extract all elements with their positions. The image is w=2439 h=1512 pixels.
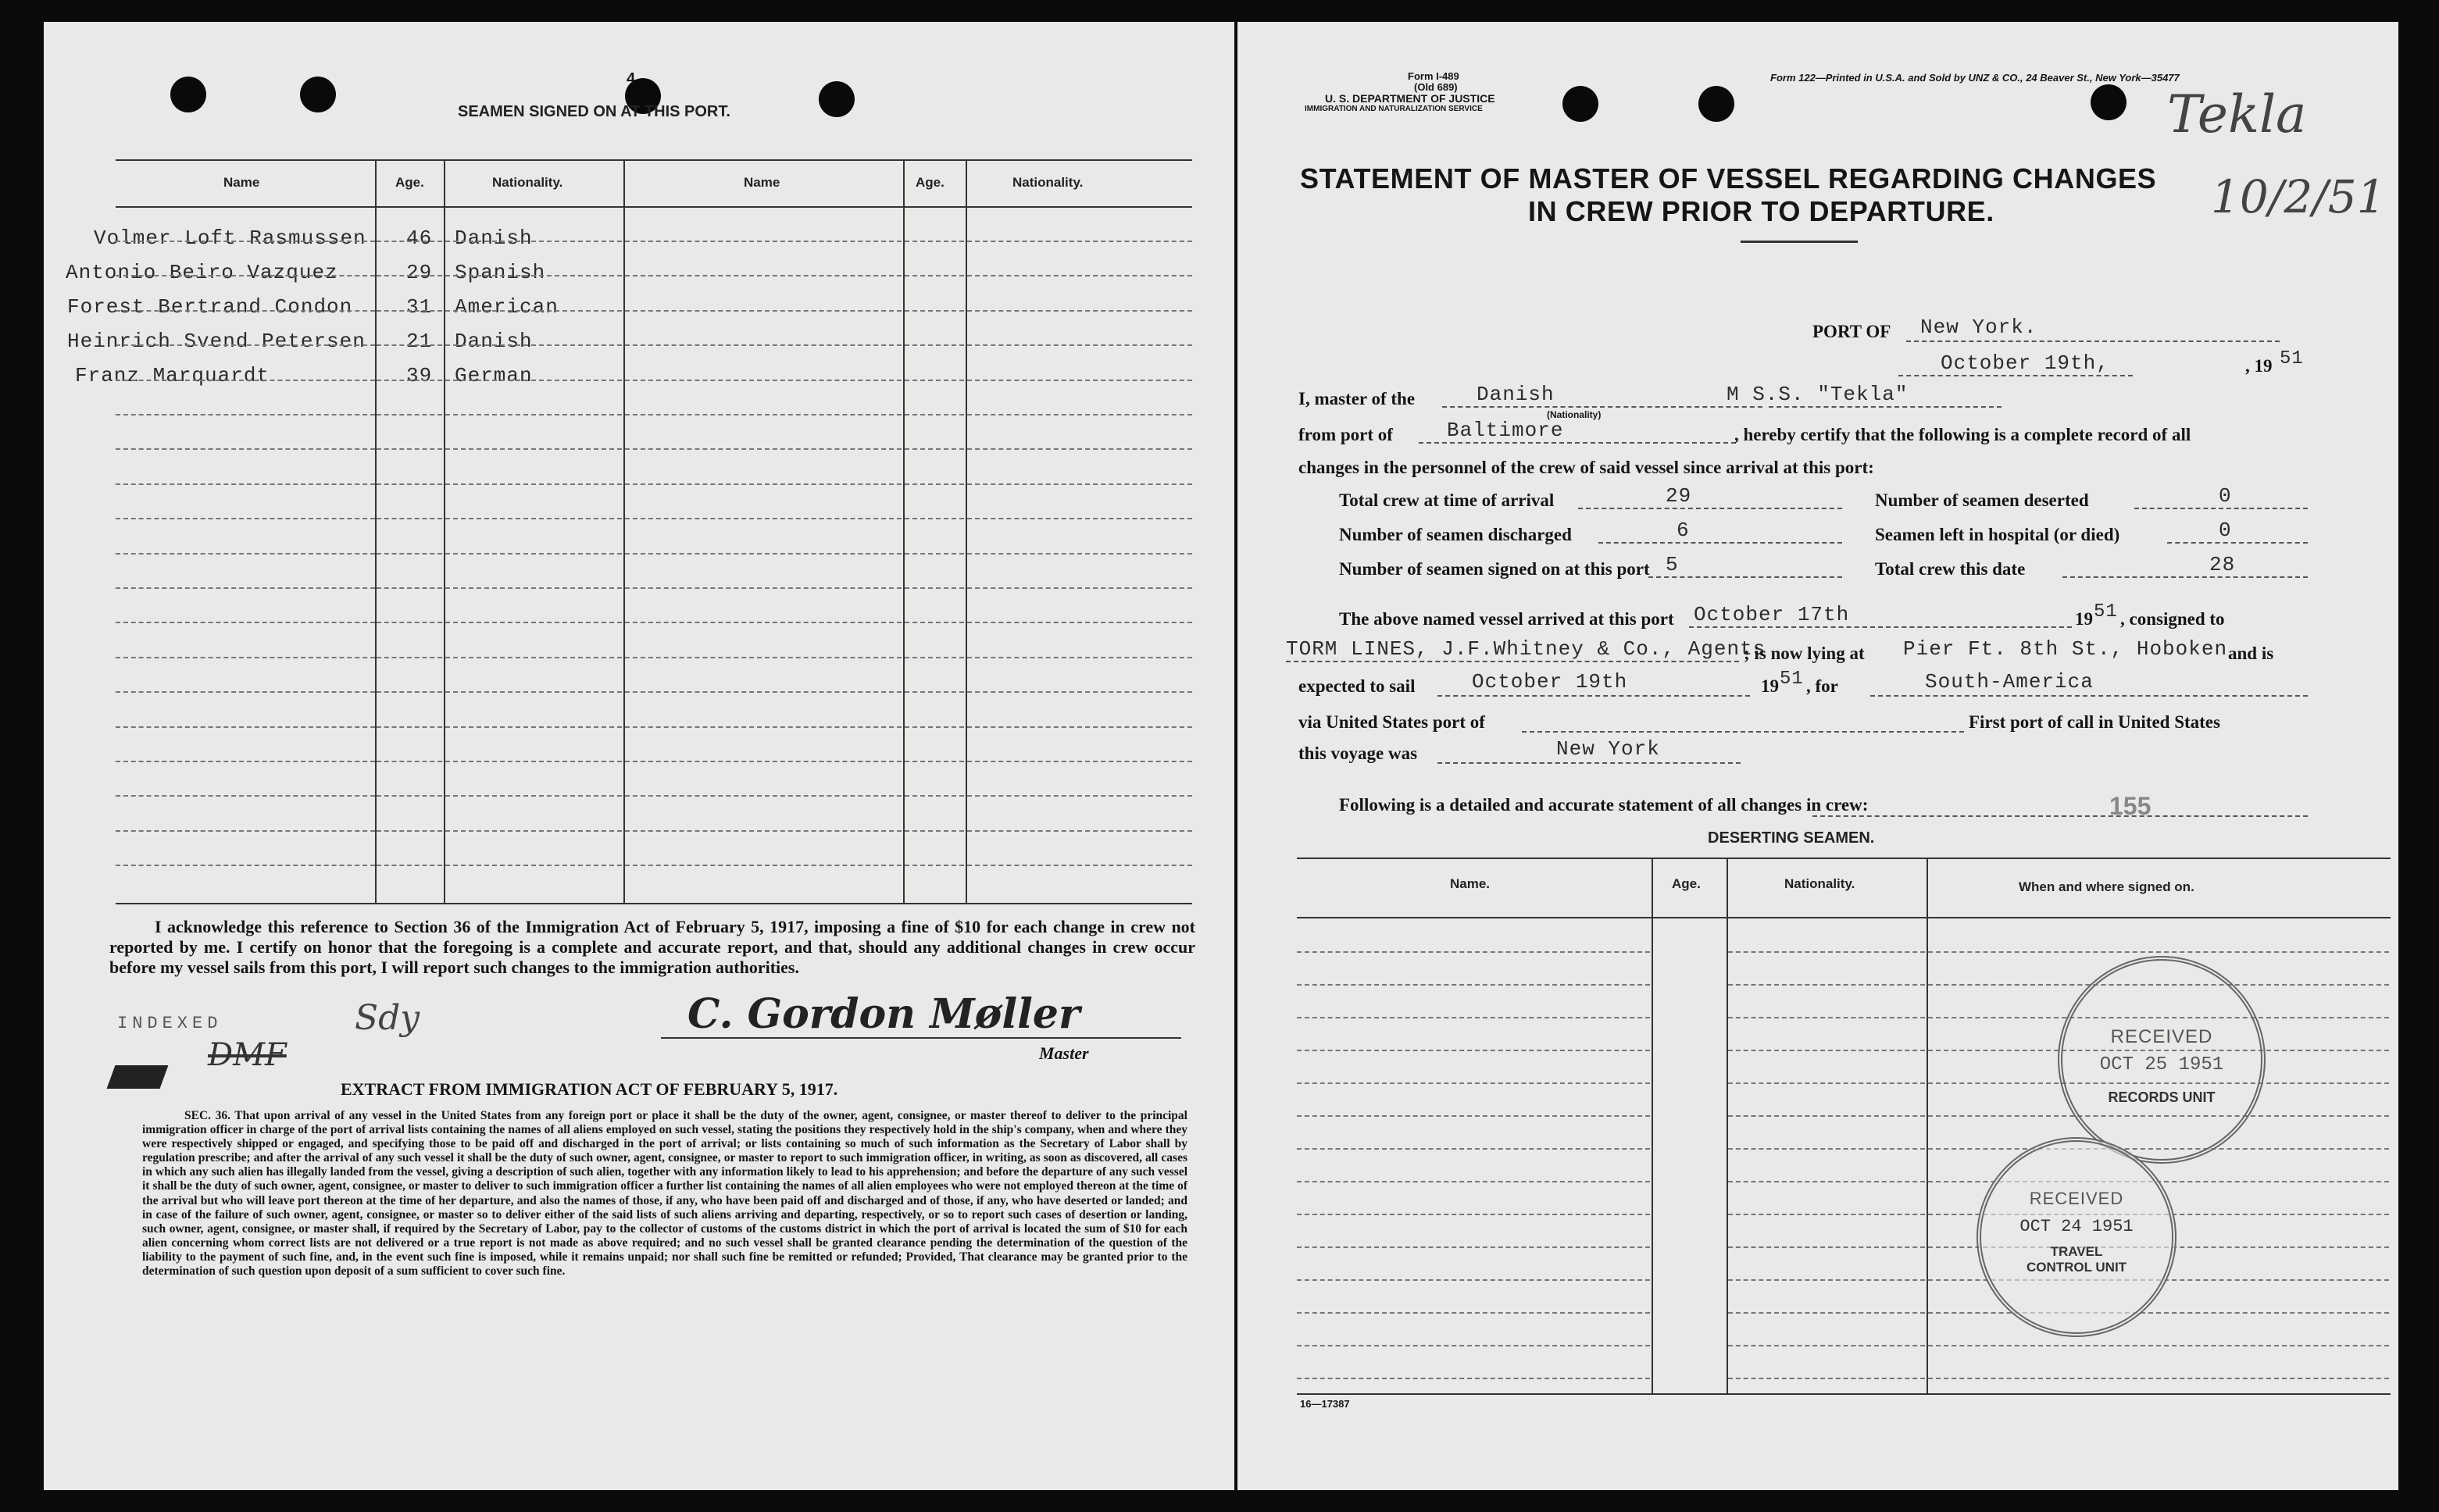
column-divider [966, 159, 967, 903]
title-underline [1741, 241, 1858, 243]
row-rule [1297, 951, 1650, 953]
total-arrival-value: 29 [1666, 484, 1692, 508]
seaman-age: 46 [406, 226, 433, 250]
row-rule [905, 275, 964, 276]
fill-line [1437, 695, 1750, 697]
from-port-label: from port of [1298, 425, 1393, 444]
row-rule [1728, 951, 1925, 953]
row-rule [967, 380, 1192, 381]
deserted-label: Number of seamen deserted [1875, 490, 2089, 510]
row-rule [1728, 1050, 1925, 1051]
lying-value: Pier Ft. 8th St., Hoboken [1903, 637, 2228, 661]
row-rule [377, 275, 442, 276]
row-rule [1728, 1345, 1925, 1346]
row-rule [625, 241, 902, 242]
arrived-value: October 17th [1694, 603, 1850, 626]
vessel-name: M S.S. "Tekla" [1727, 383, 1909, 406]
column-header-name-2: Name [744, 175, 780, 190]
form-title-line-1: STATEMENT OF MASTER OF VESSEL REGARDING CHANGES [1300, 162, 2157, 194]
row-rule [625, 830, 902, 832]
row-rule [445, 275, 622, 276]
punch-hole [2091, 84, 2127, 120]
row-rule [967, 622, 1192, 623]
service-label: IMMIGRATION AND NATURALIZATION SERVICE [1305, 105, 1483, 113]
row-rule [905, 587, 964, 589]
row-rule [905, 483, 964, 485]
left-page [44, 22, 1234, 1490]
row-rule [905, 795, 964, 797]
lying-label: ; is now lying at [1744, 644, 1865, 663]
row-rule [1297, 984, 1650, 986]
port-label: PORT OF [1812, 322, 1891, 341]
row-rule [1928, 1378, 2389, 1379]
fill-line [1286, 661, 1739, 662]
row-rule [377, 830, 442, 832]
row-rule [445, 448, 622, 450]
row-rule [1728, 1017, 1925, 1018]
row-rule [116, 553, 375, 555]
row-rule [967, 587, 1192, 589]
row-rule [445, 865, 622, 866]
row-rule [967, 414, 1192, 415]
row-rule [377, 657, 442, 658]
column-header-nationality-2: Nationality. [1012, 175, 1084, 190]
row-rule [116, 275, 375, 276]
row-rule [967, 344, 1192, 346]
row-rule [445, 657, 622, 658]
row-rule [625, 344, 902, 346]
punch-hole [1562, 86, 1598, 122]
row-rule [116, 344, 375, 346]
row-rule [445, 380, 622, 381]
deserting-header-age: Age. [1672, 876, 1701, 891]
year-prefix: 19 [2254, 356, 2273, 376]
row-rule [967, 761, 1192, 762]
row-rule [905, 448, 964, 450]
row-rule [625, 518, 902, 519]
row-rule [116, 795, 375, 797]
fill-line [1442, 406, 1762, 408]
row-rule [377, 448, 442, 450]
nationality-value: Danish [1477, 383, 1555, 406]
row-rule [445, 726, 622, 728]
punch-hole [300, 77, 336, 112]
row-rule [377, 483, 442, 485]
row-rule [1728, 1279, 1925, 1281]
row-rule [967, 795, 1192, 797]
row-rule [905, 310, 964, 312]
stamp-date: OCT 25 1951 [2099, 1054, 2224, 1075]
extract-text: SEC. 36. That upon arrival of any vessel in the United States from any foreign port or place it shall be the duty of the owner, agent, consignee, or master thereof to deliver to the principal immigration officer in charge of the port of arrival lists containing the names of all aliens employed on such vessel, stating the positions they respectively hold in the ship's company, when and where they were respectively shipped or engaged, and specifying those to be paid off and discharged in the port of arrival; or lists containing so much of such information as the Secretary of Labor shall by regulation prescribe; and after the arrival of any such vessel it shall be the duty of such owner, agent, consignee, or master to report to such immigration officer, in writing, as soon as discovered, all cases in which any such alien has illegally landed from the vessel, giving a description of such alien, together with any information likely to lead to his apprehension; and before the departure of any such vessel it shall be the duty of such owner, agent, consignee, or master to deliver to such immigration officer a further list containing the names of all alien employees who were not employed thereon at the time of the arrival but who will leave port thereon at the time of her departure, and also the names of those, if any, who have been paid off and discharged and of those, if any, who have deserted or landed; and in case of the failure of such owner, agent, consignee, or master so to deliver either of the said lists of such aliens arriving and departing, respectively, or so to report such cases of desertion or landing, such owner, agent, consignee, or master shall, if required by the Secretary of Labor, pay to the collector of customs of the customs district in which the port of arrival is located the sum of $10 for each alien concerning whom correct lists are not delivered or a true report is not made as above required; and no such vessel shall be granted clearance pending the determination of the question of the liability to the payment of such fine, and, in the event such fine is imposed, while it remains unpaid; nor shall such fine be remitted or refunded; Provided, That clearance may be granted prior to the determination of such question upon deposit of a sum sufficient to cover such fine. [142, 1109, 1187, 1278]
row-rule [1297, 1148, 1650, 1150]
seaman-name: Volmer Loft Rasmussen [94, 226, 366, 250]
row-rule [445, 483, 622, 485]
row-rule [445, 761, 622, 762]
row-rule [1297, 1378, 1650, 1379]
department-label: U. S. DEPARTMENT OF JUSTICE [1325, 92, 1495, 105]
row-rule [905, 344, 964, 346]
column-divider [903, 159, 905, 903]
deserting-title: DESERTING SEAMEN. [1708, 829, 1875, 847]
lying-suffix: and is [2228, 644, 2274, 663]
row-rule [1297, 1312, 1650, 1314]
year-prefix: 19 [2075, 609, 2093, 629]
row-rule [1297, 1214, 1650, 1215]
row-rule [967, 518, 1192, 519]
total-date-value: 28 [2209, 553, 2236, 576]
seaman-nationality: German [455, 364, 533, 387]
row-rule [625, 380, 902, 381]
row-rule [905, 691, 964, 693]
row-rule [445, 414, 622, 415]
row-rule [905, 380, 964, 381]
row-rule [116, 691, 375, 693]
seaman-age: 31 [406, 295, 433, 319]
seaman-nationality: American [455, 295, 559, 319]
sail-year: 51 [1780, 669, 1804, 690]
row-rule [445, 310, 622, 312]
arrived-label: The above named vessel arrived at this port [1339, 609, 1674, 629]
fill-line [1870, 695, 2308, 697]
fill-line [1437, 762, 1741, 764]
year-label: , 19 [2245, 356, 2273, 376]
travel-control-stamp [1977, 1137, 2177, 1337]
form-number: Form I-489 [1408, 70, 1459, 82]
row-rule [1297, 1181, 1650, 1182]
punch-hole [1698, 86, 1734, 122]
row-rule [905, 553, 964, 555]
row-rule [1728, 1214, 1925, 1215]
row-rule [625, 310, 902, 312]
fill-line [1898, 375, 2133, 376]
seaman-nationality: Danish [455, 226, 533, 250]
report-year: 51 [2280, 348, 2304, 369]
row-rule [445, 691, 622, 693]
row-rule [377, 622, 442, 623]
fill-line [1648, 576, 1842, 578]
records-unit-stamp [2058, 956, 2266, 1164]
fill-line [2167, 542, 2308, 544]
row-rule [116, 657, 375, 658]
row-rule [377, 587, 442, 589]
row-rule [967, 657, 1192, 658]
indexed-mark: INDEXED [117, 1014, 223, 1033]
fill-line [1419, 442, 1736, 444]
master-of-label: I, master of the [1298, 389, 1416, 408]
row-rule [905, 241, 964, 242]
row-rule [377, 344, 442, 346]
master-label: Master [1039, 1043, 1089, 1063]
row-rule [625, 275, 902, 276]
row-rule [1728, 1246, 1925, 1248]
stamp-received: RECEIVED [2029, 1189, 2124, 1208]
changes-text: changes in the personnel of the crew of said vessel since arrival at this port: [1298, 458, 1874, 477]
row-rule [967, 275, 1192, 276]
row-rule [445, 622, 622, 623]
row-rule [1928, 1312, 2389, 1314]
fill-line [1769, 406, 2002, 408]
row-rule [625, 483, 902, 485]
voyage-value: New York [1556, 737, 1660, 761]
sail-year-label [1761, 676, 1779, 697]
row-rule [625, 691, 902, 693]
row-rule [625, 587, 902, 589]
row-rule [377, 553, 442, 555]
stamp-date: OCT 24 1951 [2019, 1217, 2134, 1236]
deserting-header-when-where: When and where signed on. [2019, 879, 2194, 894]
printer-note: Form 122—Printed in U.S.A. and Sold by UNZ & CO., 24 Beaver St., New York—35477 [1770, 72, 2180, 84]
row-rule [377, 241, 442, 242]
row-rule [905, 865, 964, 866]
row-rule [1728, 1115, 1925, 1117]
row-rule [377, 518, 442, 519]
acknowledgment-text: I acknowledge this reference to Section 36 of the Immigration Act of February 5, 1917, imposing a fine of $10 for each change in crew not reported by me. I certify on honor that the foregoing is a complete and accurate report, and that, should any additional changes in crew occur before my vessel sails from this port, I will report such changes to the immigration authorities. [109, 917, 1195, 977]
row-rule [116, 761, 375, 762]
deserted-value: 0 [2219, 484, 2232, 508]
fill-line [2134, 508, 2308, 509]
seaman-nationality: Spanish [455, 261, 546, 284]
row-rule [377, 310, 442, 312]
row-rule [967, 691, 1192, 693]
row-rule [377, 865, 442, 866]
seaman-age: 21 [406, 330, 433, 353]
deserting-table-top [1297, 858, 2391, 859]
seamen-signed-title: SEAMEN SIGNED ON AT THIS PORT. [458, 103, 730, 120]
handwritten-initials-2: DMF [208, 1037, 287, 1073]
seaman-name: Forest Bertrand Condon [67, 295, 353, 319]
row-rule [625, 726, 902, 728]
row-rule [445, 344, 622, 346]
row-rule [116, 587, 375, 589]
row-rule [905, 414, 964, 415]
row-rule [445, 795, 622, 797]
table-top-rule [116, 159, 1192, 161]
seaman-name: Antonio Beiro Vazquez [66, 261, 338, 284]
fill-line [1598, 542, 1842, 544]
row-rule [116, 448, 375, 450]
handwritten-ship-name: Tekla [2167, 84, 2307, 144]
row-rule [445, 830, 622, 832]
footer-code: 16—17387 [1300, 1398, 1350, 1410]
row-rule [967, 483, 1192, 485]
row-rule [967, 448, 1192, 450]
seaman-name: Franz Marquardt [75, 364, 270, 387]
destination-value: South-America [1925, 670, 2094, 694]
page-number: 4 [627, 70, 636, 87]
following-text: Following is a detailed and accurate statement of all changes in crew: [1339, 795, 1869, 815]
fill-line [2062, 576, 2308, 578]
deserting-table-bottom [1297, 1393, 2391, 1395]
deserting-table-header-rule [1297, 917, 2391, 918]
row-rule [905, 830, 964, 832]
discharged-label: Number of seamen discharged [1339, 525, 1572, 544]
right-page [1237, 22, 2398, 1490]
column-divider [623, 159, 625, 903]
row-rule [967, 553, 1192, 555]
row-rule [1297, 1246, 1650, 1248]
stamp-unit: RECORDS UNIT [2108, 1089, 2216, 1105]
row-rule [116, 726, 375, 728]
row-rule [377, 761, 442, 762]
seaman-name: Heinrich Svend Petersen [67, 330, 366, 353]
seaman-age: 39 [406, 364, 433, 387]
total-date-label: Total crew this date [1875, 559, 2026, 579]
total-arrival-label: Total crew at time of arrival [1339, 490, 1555, 510]
sail-value: October 19th [1472, 670, 1628, 694]
column-header-name: Name [223, 175, 260, 190]
form-title-line-2: IN CREW PRIOR TO DEPARTURE. [1528, 195, 1994, 227]
row-rule [1297, 1345, 1650, 1346]
row-rule [445, 587, 622, 589]
sail-label: expected to sail [1298, 676, 1416, 696]
punch-hole [819, 81, 855, 117]
row-rule [445, 518, 622, 519]
via-label: via United States port of [1298, 712, 1485, 732]
row-rule [445, 553, 622, 555]
row-rule [1728, 984, 1925, 986]
first-port-label: First port of call in United States [1969, 712, 2220, 732]
row-rule [967, 830, 1192, 832]
row-rule [967, 241, 1192, 242]
row-rule [1297, 1017, 1650, 1018]
handwritten-date: 10/2/51 [2211, 170, 2386, 223]
row-rule [625, 865, 902, 866]
row-rule [116, 830, 375, 832]
discharged-value: 6 [1677, 519, 1690, 542]
for-label: , for [1806, 676, 1838, 696]
column-divider [444, 159, 445, 903]
row-rule [377, 414, 442, 415]
row-rule [905, 726, 964, 728]
fill-line [1578, 508, 1842, 509]
row-rule [625, 414, 902, 415]
report-date: October 19th, [1941, 351, 2109, 375]
row-rule [116, 241, 375, 242]
row-rule [905, 518, 964, 519]
row-rule [967, 310, 1192, 312]
deserting-header-name: Name. [1450, 876, 1491, 891]
row-rule [116, 518, 375, 519]
row-rule [625, 622, 902, 623]
row-rule [625, 795, 902, 797]
master-signature: C. Gordon Møller [687, 990, 1080, 1038]
row-rule [116, 414, 375, 415]
column-header-age-2: Age. [916, 175, 945, 190]
table-bottom-rule [116, 903, 1192, 904]
nationality-caption: (Nationality) [1547, 409, 1602, 420]
fill-line [1812, 815, 2308, 817]
consigned-label: , consigned to [2120, 609, 2225, 629]
row-rule [625, 657, 902, 658]
row-rule [625, 448, 902, 450]
row-rule [905, 622, 964, 623]
row-rule [377, 380, 442, 381]
row-rule [905, 657, 964, 658]
fill-line [1522, 731, 1964, 733]
column-header-nationality: Nationality. [492, 175, 563, 190]
seaman-nationality: Danish [455, 330, 533, 353]
row-rule [116, 622, 375, 623]
row-rule [1728, 1148, 1925, 1150]
row-rule [377, 691, 442, 693]
row-rule [445, 241, 622, 242]
table-header-rule [116, 206, 1192, 208]
deserting-header-nationality: Nationality. [1784, 876, 1855, 891]
row-rule [1728, 1181, 1925, 1182]
column-divider [1652, 858, 1653, 1393]
arrived-year: 51 [2094, 601, 2118, 622]
consignee-value: TORM LINES, J.F.Whitney & Co., Agents [1286, 637, 1766, 661]
row-rule [116, 483, 375, 485]
row-rule [377, 726, 442, 728]
row-rule [1728, 1082, 1925, 1084]
stamped-number: 155 [2109, 792, 2152, 820]
row-rule [625, 761, 902, 762]
row-rule [1297, 1050, 1650, 1051]
row-rule [967, 726, 1192, 728]
hospital-label: Seamen left in hospital (or died) [1875, 525, 2120, 544]
row-rule [625, 553, 902, 555]
ink-smudge [107, 1065, 169, 1089]
row-rule [905, 761, 964, 762]
signed-on-value: 5 [1666, 553, 1679, 576]
fill-line [1906, 341, 2280, 342]
row-rule [1728, 1378, 1925, 1379]
seaman-age: 29 [406, 261, 433, 284]
row-rule [967, 865, 1192, 866]
row-rule [116, 310, 375, 312]
certify-text: , hereby certify that the following is a complete record of all [1734, 425, 2191, 444]
row-rule [1928, 1345, 2389, 1346]
extract-title: EXTRACT FROM IMMIGRATION ACT OF FEBRUARY 5, 1917. [341, 1079, 838, 1099]
form-old-number: (Old 689) [1414, 81, 1458, 93]
row-rule [116, 380, 375, 381]
voyage-label: this voyage was [1298, 744, 1418, 763]
stamp-received: RECEIVED [2110, 1026, 2213, 1047]
row-rule [377, 795, 442, 797]
port-value: New York. [1920, 316, 2037, 339]
row-rule [1928, 951, 2389, 953]
hospital-value: 0 [2219, 519, 2232, 542]
fill-line [1689, 626, 2072, 628]
row-rule [1297, 1115, 1650, 1117]
arrived-year-label [2075, 609, 2093, 629]
stamp-unit: TRAVEL CONTROL UNIT [2026, 1244, 2127, 1275]
row-rule [1297, 1279, 1650, 1281]
row-rule [1297, 1082, 1650, 1084]
row-rule [1728, 1312, 1925, 1314]
column-header-age: Age. [395, 175, 424, 190]
row-rule [116, 865, 375, 866]
column-divider [375, 159, 377, 903]
year-prefix: 19 [1761, 676, 1779, 696]
punch-hole [170, 77, 206, 112]
signed-on-label: Number of seamen signed on at this port [1339, 559, 1650, 579]
signature-line [661, 1037, 1181, 1039]
from-port-value: Baltimore [1447, 419, 1564, 442]
handwritten-initials: Sdy [355, 998, 420, 1038]
